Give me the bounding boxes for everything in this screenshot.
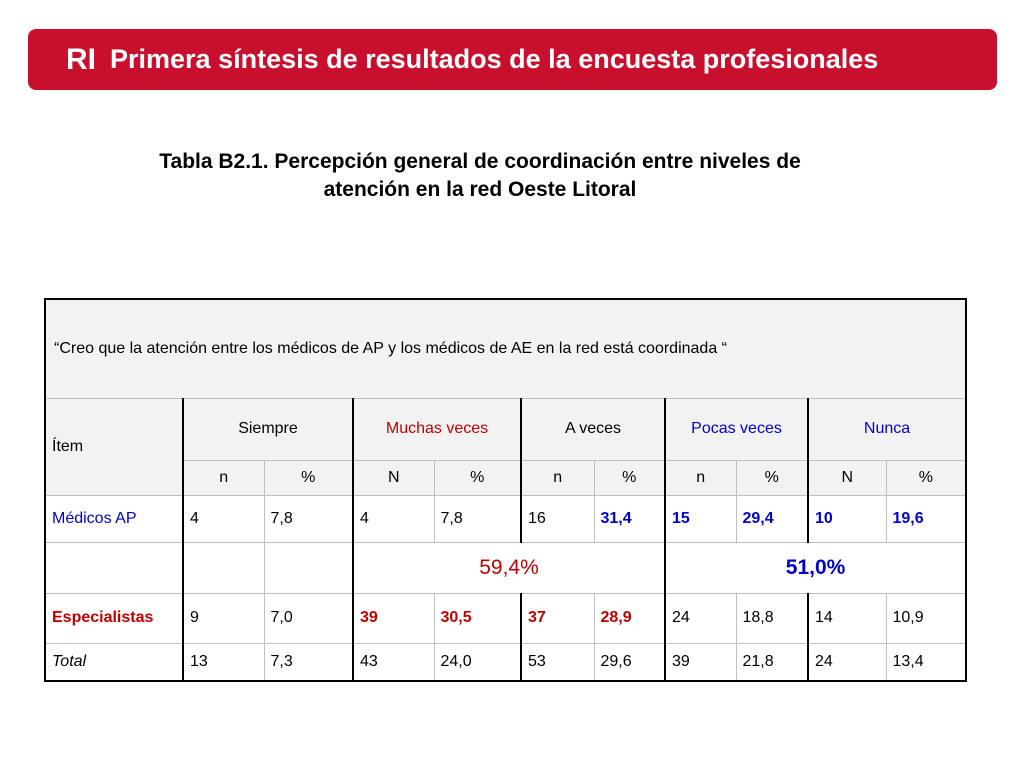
results-table: [44, 298, 967, 682]
table-cell: 19,6: [886, 495, 966, 542]
question-cell: “Creo que la atención entre los médicos de AP y los médicos de AE en la red está coordinada “: [45, 299, 966, 398]
table-row-especialistas: [45, 593, 966, 643]
category-siempre: Siempre: [183, 398, 353, 460]
subheader-cell: %: [264, 460, 353, 495]
table-cell: 29,6: [594, 643, 665, 681]
table-cell: 4: [353, 495, 434, 542]
table-cell: 7,8: [434, 495, 521, 542]
table-cell: 43: [353, 643, 434, 681]
table-cell: 13,4: [886, 643, 966, 681]
table-cell: 7,0: [264, 593, 353, 643]
table-cell: 39: [353, 593, 434, 643]
table-cell: 29,4: [736, 495, 808, 542]
table-cell: 10: [808, 495, 886, 542]
subheader-cell: %: [886, 460, 966, 495]
table-cell: 24: [808, 643, 886, 681]
caption-line-2: atención en la red Oeste Litoral: [323, 178, 637, 201]
empty-cell: [45, 542, 183, 593]
table-cell: 13: [183, 643, 264, 681]
table-cell: 4: [183, 495, 264, 542]
table-cell: 28,9: [594, 593, 665, 643]
table-cell: 24: [665, 593, 736, 643]
table-cell: 31,4: [594, 495, 665, 542]
table-cell: 53: [521, 643, 594, 681]
table-cell: 30,5: [434, 593, 521, 643]
table-cell: 9: [183, 593, 264, 643]
table-cell: 21,8: [736, 643, 808, 681]
table-row-medicos-ap: [45, 495, 966, 542]
subheader-cell: n: [183, 460, 264, 495]
table-caption: [60, 148, 900, 204]
banner-title: Primera síntesis de resultados de la encuesta profesionales: [110, 44, 879, 74]
table-cell: 37: [521, 593, 594, 643]
table-cell: 7,3: [264, 643, 353, 681]
category-a-veces: A veces: [521, 398, 665, 460]
caption-line-1: Tabla B2.1. Percepción general de coordinación entre niveles de: [159, 150, 801, 173]
empty-cell: [264, 542, 353, 593]
table-cell: 10,9: [886, 593, 966, 643]
table-cell: 14: [808, 593, 886, 643]
subheader-cell: N: [353, 460, 434, 495]
title-banner: [28, 29, 997, 90]
table-cell: 18,8: [736, 593, 808, 643]
row-label-especialistas: Especialistas: [45, 593, 183, 643]
banner-prefix: RI: [66, 42, 96, 76]
subheader-cell: %: [434, 460, 521, 495]
subheader-cell: n: [665, 460, 736, 495]
item-header: Ítem: [45, 398, 183, 495]
category-nunca: Nunca: [808, 398, 966, 460]
table-cell: 7,8: [264, 495, 353, 542]
empty-cell: [183, 542, 264, 593]
subheader-cell: n: [521, 460, 594, 495]
row-label-medicos-ap: Médicos AP: [45, 495, 183, 542]
summary-pocas-nunca: 51,0%: [665, 542, 966, 593]
category-muchas-veces: Muchas veces: [353, 398, 521, 460]
table-cell: 16: [521, 495, 594, 542]
subheader-cell: %: [736, 460, 808, 495]
subheader-cell: %: [594, 460, 665, 495]
row-label-total: Total: [45, 643, 183, 681]
table-cell: 15: [665, 495, 736, 542]
summary-muchas-a-veces: 59,4%: [353, 542, 665, 593]
category-pocas-veces: Pocas veces: [665, 398, 808, 460]
table-cell: 24,0: [434, 643, 521, 681]
subheader-cell: N: [808, 460, 886, 495]
table-row-summary: [45, 542, 966, 593]
table-row-total: [45, 643, 966, 681]
table-cell: 39: [665, 643, 736, 681]
